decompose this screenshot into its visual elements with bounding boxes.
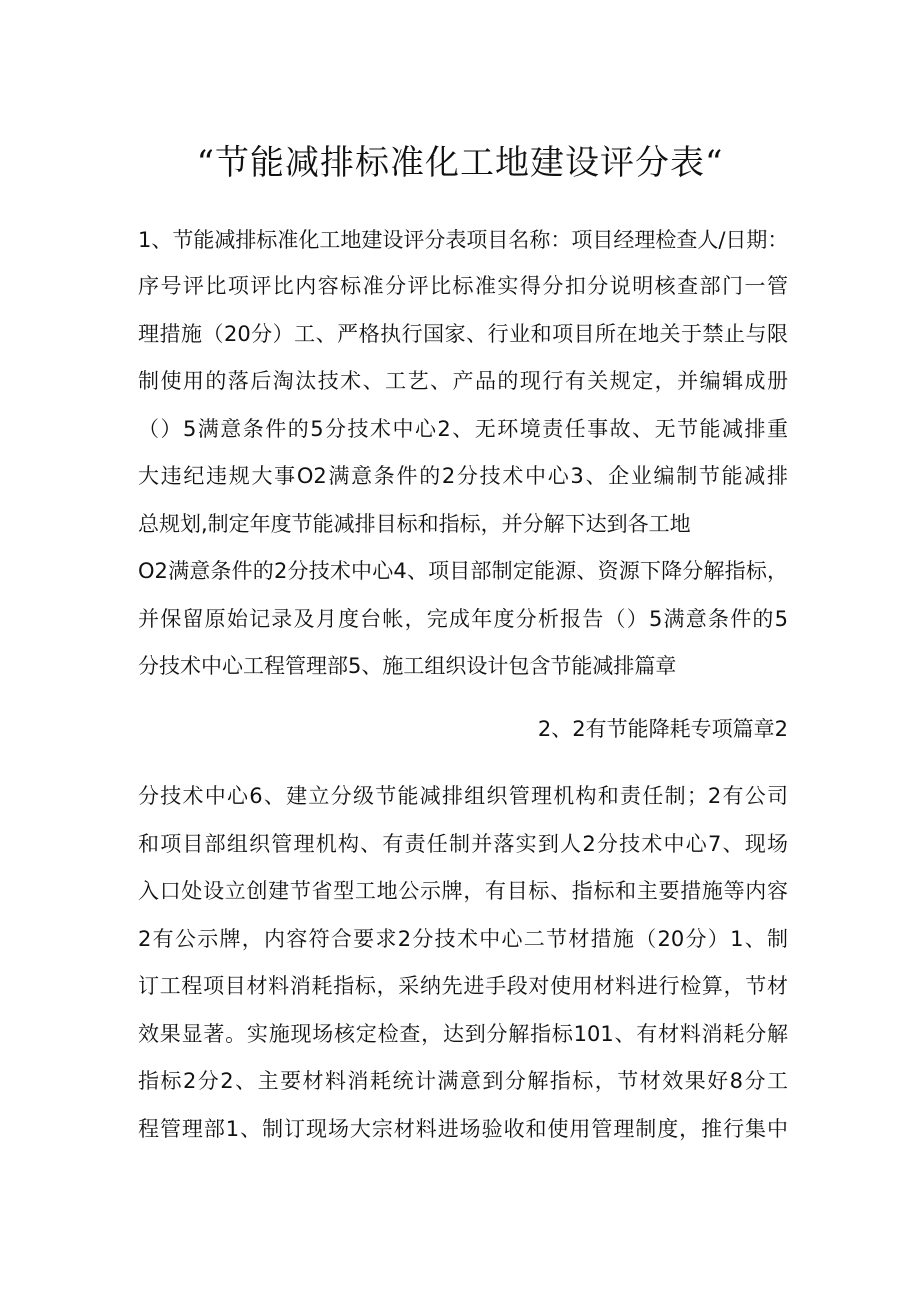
paragraph-line-16: 订工程项目材料消耗指标，采纳先进手段对使用材料进行检算，节材 bbox=[138, 974, 788, 998]
paragraph-line-7: 总规划,制定年度节能减排目标和指标，并分解下达到各工地 bbox=[138, 512, 691, 536]
paragraph-line-18: 指标2分2、主要材料消耗统计满意到分解指标，节材效果好8分工 bbox=[138, 1069, 788, 1093]
paragraph-line-2: 序号评比项评比内容标准分评比标准实得分扣分说明核查部门一管 bbox=[138, 274, 788, 298]
paragraph-line-14: 入口处设立创建节省型工地公示牌，有目标、指标和主要措施等内容 bbox=[138, 879, 788, 903]
paragraph-line-19: 程管理部1、制订现场大宗材料进场验收和使用管理制度，推行集中 bbox=[138, 1117, 788, 1141]
paragraph-line-4: 制使用的落后淘汰技术、工艺、产品的现行有关规定，并编辑成册 bbox=[138, 369, 788, 393]
paragraph-line-3: 理措施（20分）工、严格执行国家、行业和项目所在地关于禁止与限 bbox=[138, 322, 788, 346]
paragraph-line-17: 效果显著。实施现场核定检查，达到分解指标101、有材料消耗分解 bbox=[138, 1022, 788, 1046]
paragraph-line-1: 1、节能减排标准化工地建设评分表项目名称：项目经理检查人/日期： bbox=[138, 228, 788, 252]
paragraph-line-9: 并保留原始记录及月度台帐，完成年度分析报告（）5满意条件的5 bbox=[138, 607, 788, 631]
paragraph-line-6: 大违纪违规大事O2满意条件的2分技术中心3、企业编制节能减排 bbox=[138, 464, 788, 488]
paragraph-line-10: 分技术中心工程管理部5、施工组织设计包含节能减排篇章 bbox=[138, 654, 677, 678]
paragraph-line-5: （）5满意条件的5分技术中心2、无环境责任事故、无节能减排重 bbox=[138, 417, 788, 441]
paragraph-line-15: 2有公示牌，内容符合要求2分技术中心二节材措施（20分）1、制 bbox=[138, 927, 788, 951]
paragraph-line-12: 分技术中心6、建立分级节能减排组织管理机构和责任制；2有公司 bbox=[138, 784, 788, 808]
paragraph-line-11: 2、2有节能降耗专项篇章2 bbox=[537, 717, 788, 741]
paragraph-line-8: O2满意条件的2分技术中心4、项目部制定能源、资源下降分解指标， bbox=[138, 559, 788, 583]
paragraph-line-13: 和项目部组织管理机构、有责任制并落实到人2分技术中心7、现场 bbox=[138, 832, 788, 856]
page-title: “节能减排标准化工地建设评分表“ bbox=[196, 143, 724, 183]
